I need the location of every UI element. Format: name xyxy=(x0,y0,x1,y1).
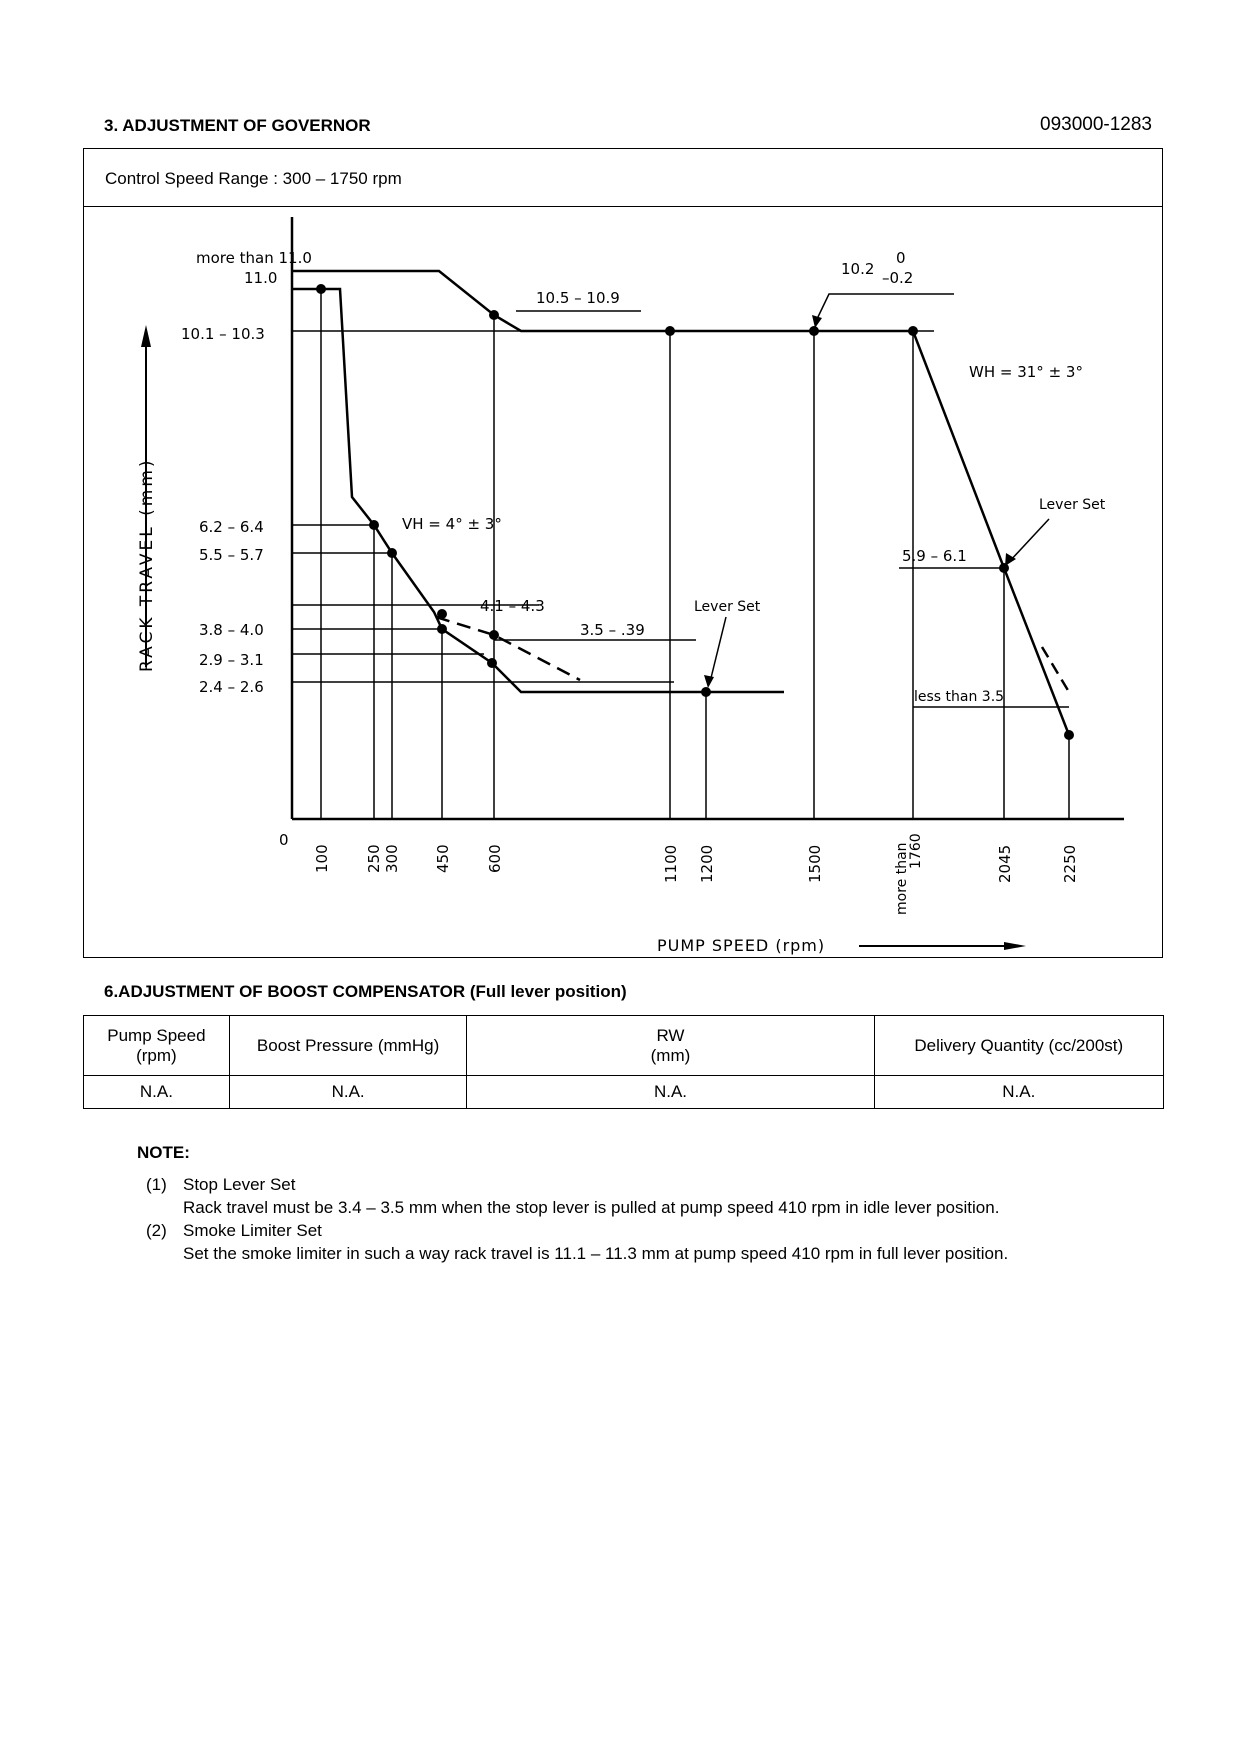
x-tick-250: 250 xyxy=(365,844,383,873)
x-tick-0: 0 xyxy=(279,831,289,849)
y-label-11: 11.0 xyxy=(244,269,278,287)
dashed-high-curve xyxy=(1042,647,1069,692)
note-1-text: Rack travel must be 3.4 – 3.5 mm when the stop lever is pulled at pump speed 410 rpm in idle lever position. xyxy=(183,1198,1000,1217)
label-4-1: 4.1 – 4.3 xyxy=(480,597,545,615)
note-2-number: (2) xyxy=(146,1221,167,1240)
note-2-text: Set the smoke limiter in such a way rack travel is 11.1 – 11.3 mm at pump speed 410 rpm in full lever position. xyxy=(183,1244,1009,1263)
x-tick-300: 300 xyxy=(383,844,401,873)
leader-lever-set-1-head xyxy=(704,675,714,688)
control-speed-range: Control Speed Range : 300 – 1750 rpm xyxy=(105,169,402,188)
y-label-2-4: 2.4 – 2.6 xyxy=(199,678,264,696)
label-less-than: less than 3.5 xyxy=(914,689,1005,705)
label-lever-set-2: Lever Set xyxy=(1039,497,1106,513)
note-2-heading: Smoke Limiter Set xyxy=(183,1221,322,1240)
y-arrow-head xyxy=(141,325,151,347)
idle-curve xyxy=(292,289,784,692)
y-axis-label: RACK TRAVEL (mm) xyxy=(137,457,157,672)
label-5-9: 5.9 – 6.1 xyxy=(902,547,967,565)
x-tick-2045: 2045 xyxy=(996,844,1014,883)
x-tick-1100: 1100 xyxy=(662,844,680,883)
y-label-3-8: 3.8 – 4.0 xyxy=(199,621,264,639)
header-boost-pressure: Boost Pressure (mmHg) xyxy=(229,1016,467,1076)
boost-section-title: 6.ADJUSTMENT OF BOOST COMPENSATOR (Full lever position) xyxy=(104,982,627,1001)
x-tick-100: 100 xyxy=(313,844,331,873)
cell-delivery-quantity: N.A. xyxy=(874,1076,1163,1109)
x-tick-2250: 2250 xyxy=(1061,844,1079,883)
label-tol-neg: –0.2 xyxy=(882,269,914,287)
cell-pump-speed: N.A. xyxy=(84,1076,230,1109)
dashed-idle-curve xyxy=(436,617,580,680)
leader-lever-set-1 xyxy=(710,617,726,682)
table-row xyxy=(84,1076,1164,1109)
note-1-number: (1) xyxy=(146,1175,167,1194)
y-label-2-9: 2.9 – 3.1 xyxy=(199,651,264,669)
boost-table xyxy=(83,1015,1164,1109)
x-tick-1200: 1200 xyxy=(698,844,716,883)
section-title: 3. ADJUSTMENT OF GOVERNOR xyxy=(104,116,371,135)
label-vh: VH = 4° ± 3° xyxy=(402,515,502,533)
y-label-more-than: more than 11.0 xyxy=(196,249,312,267)
label-10-2: 10.2 xyxy=(841,260,875,278)
part-number: 093000-1283 xyxy=(1040,114,1152,135)
label-lever-set-1: Lever Set xyxy=(694,599,761,615)
governor-box xyxy=(83,148,1163,958)
x-tick-600: 600 xyxy=(486,844,504,873)
cell-rw: N.A. xyxy=(467,1076,874,1109)
full-load-curve xyxy=(292,271,1069,735)
label-10-5: 10.5 – 10.9 xyxy=(536,289,620,307)
leader-10-2 xyxy=(817,294,954,319)
x-tick-1760: more than1760 xyxy=(894,833,924,915)
leader-lever-set-2 xyxy=(1009,519,1049,562)
label-3-5: 3.5 – .39 xyxy=(580,621,645,639)
x-arrow-head xyxy=(1004,942,1026,950)
note-1-heading: Stop Lever Set xyxy=(183,1175,296,1194)
leader-lever-set-2-head xyxy=(1005,553,1016,566)
note-title: NOTE: xyxy=(137,1143,190,1162)
boost-table-header xyxy=(84,1016,1164,1076)
data-points xyxy=(316,284,1074,740)
x-tick-1500: 1500 xyxy=(806,844,824,883)
control-speed-row xyxy=(84,149,1162,207)
governor-chart xyxy=(84,207,1161,957)
x-axis-label: PUMP SPEED (rpm) xyxy=(657,936,826,955)
header-delivery-quantity: Delivery Quantity (cc/200st) xyxy=(874,1016,1163,1076)
x-tick-450: 450 xyxy=(434,844,452,873)
header-rw: RW (mm) xyxy=(467,1016,874,1076)
y-label-5-5: 5.5 – 5.7 xyxy=(199,546,264,564)
label-tol-0: 0 xyxy=(896,249,906,267)
y-label-6-2: 6.2 – 6.4 xyxy=(199,518,264,536)
y-label-10-1: 10.1 – 10.3 xyxy=(181,325,265,343)
cell-boost-pressure: N.A. xyxy=(229,1076,467,1109)
header-pump-speed: Pump Speed (rpm) xyxy=(84,1016,230,1076)
label-wh: WH = 31° ± 3° xyxy=(969,363,1083,381)
